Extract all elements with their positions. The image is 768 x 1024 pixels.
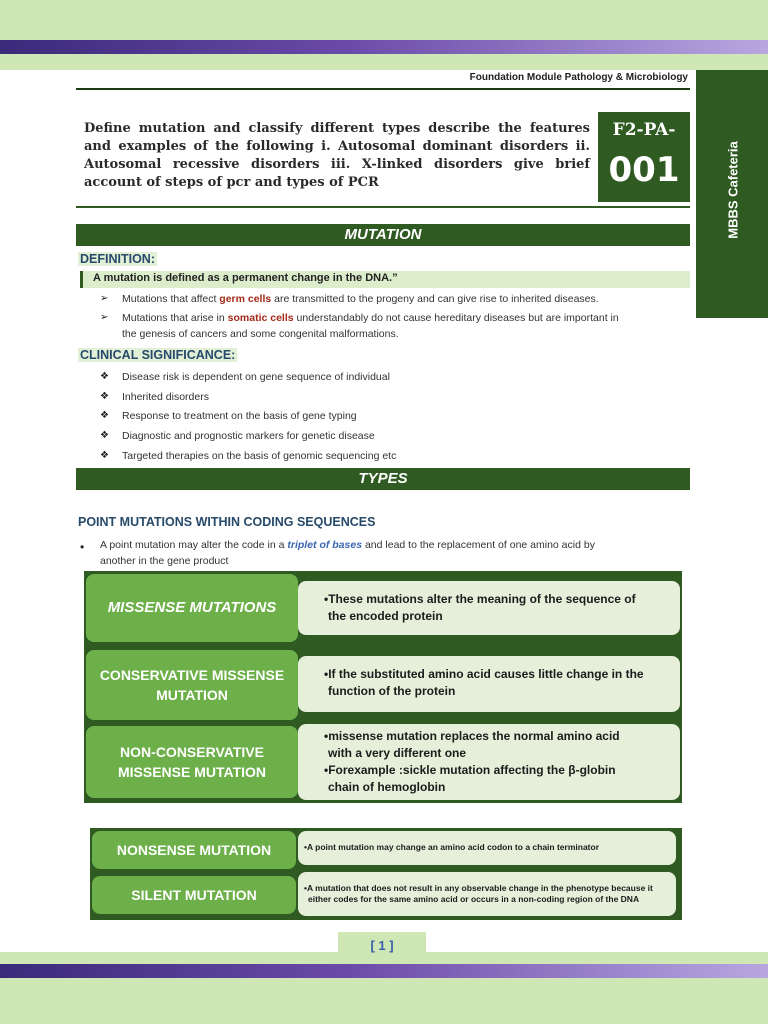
- arrow-bullet-icon: ➢: [100, 312, 109, 323]
- definition-heading: DEFINITION:: [80, 252, 155, 266]
- definition-item-2: Mutations that arise in somatic cells understandably do not cause hereditary diseases but are important in: [122, 312, 619, 324]
- non-conservative-missense-label: NON-CONSERVATIVE MISSENSE MUTATION: [86, 726, 298, 798]
- clinical-item-4: Diagnostic and prognostic markers for genetic disease: [122, 430, 375, 442]
- missense-label: MISSENSE MUTATIONS: [86, 574, 298, 642]
- definition-item-2-line2: the genesis of cancers and some congenital malformations.: [122, 328, 399, 340]
- conservative-missense-label: CONSERVATIVE MISSENSE MUTATION: [86, 650, 298, 720]
- clinical-item-1: Disease risk is dependent on gene sequence of individual: [122, 371, 390, 383]
- clinical-item-3: Response to treatment on the basis of gene typing: [122, 410, 357, 422]
- missense-description: •These mutations alter the meaning of the sequence of the encoded protein: [298, 581, 680, 635]
- code-prefix: F2-PA-: [612, 120, 676, 140]
- page-number-box: [338, 932, 426, 960]
- side-tab-label: MBBS Cafeteria: [725, 141, 741, 239]
- question-rule: [76, 206, 690, 208]
- nonsense-description: •A point mutation may change an amino acid codon to a chain terminator: [298, 831, 676, 865]
- diamond-bullet-icon: ❖: [100, 450, 109, 461]
- silent-label: SILENT MUTATION: [92, 876, 296, 914]
- clinical-item-5: Targeted therapies on the basis of genomic sequencing etc: [122, 450, 397, 462]
- non-conservative-missense-description: •missense mutation replaces the normal amino acid with a very different one •Forexample :sickle mutation affecting the β-globin chain of hemoglobin: [298, 724, 680, 800]
- nonsense-label: NONSENSE MUTATION: [92, 831, 296, 869]
- question-text: Define mutation and classify different types describe the features and examples of the following i. Autosomal dominant disorders ii. Autosomal recessive disorders iii. X-linked disorders give brief account of steps of pcr and types of PCR: [84, 121, 590, 190]
- bottom-purple-stripe: [0, 964, 768, 978]
- definition-statement: A mutation is defined as a permanent change in the DNA.”: [93, 272, 398, 284]
- bottom-green-band-lower: [0, 978, 768, 1024]
- header-title: Foundation Module Pathology & Microbiology: [469, 72, 688, 83]
- section-mutation-bar: MUTATION: [76, 224, 690, 246]
- diamond-bullet-icon: ❖: [100, 391, 109, 402]
- definition-item-1: Mutations that affect germ cells are transmitted to the progeny and can give rise to inherited diseases.: [122, 293, 599, 305]
- header-rule: [76, 88, 690, 90]
- code-number: 001: [608, 150, 680, 190]
- silent-description: •A mutation that does not result in any observable change in the phenotype because it either codes for the same amino acid or occurs in a non-coding region of the DNA: [298, 872, 676, 916]
- diamond-bullet-icon: ❖: [100, 430, 109, 441]
- dot-bullet-icon: •: [80, 540, 85, 554]
- top-green-band-lower: [0, 54, 768, 70]
- diamond-bullet-icon: ❖: [100, 371, 109, 382]
- arrow-bullet-icon: ➢: [100, 293, 109, 304]
- point-mutation-description-line2: another in the gene product: [100, 555, 229, 567]
- page-number: [ 1 ]: [370, 938, 394, 953]
- clinical-item-2: Inherited disorders: [122, 391, 209, 403]
- clinical-heading: CLINICAL SIGNIFICANCE:: [80, 348, 236, 362]
- definition-statement-bar: [80, 271, 690, 288]
- point-mutations-heading: POINT MUTATIONS WITHIN CODING SEQUENCES: [78, 515, 376, 529]
- top-green-band: [0, 0, 768, 40]
- question-code-box: [598, 112, 690, 202]
- diamond-bullet-icon: ❖: [100, 410, 109, 421]
- conservative-missense-description: •If the substituted amino acid causes little change in the function of the protein: [298, 656, 680, 712]
- point-mutation-description: A point mutation may alter the code in a triplet of bases and lead to the replacement of one amino acid by: [100, 539, 595, 551]
- top-purple-stripe: [0, 40, 768, 54]
- section-types-bar: TYPES: [76, 468, 690, 490]
